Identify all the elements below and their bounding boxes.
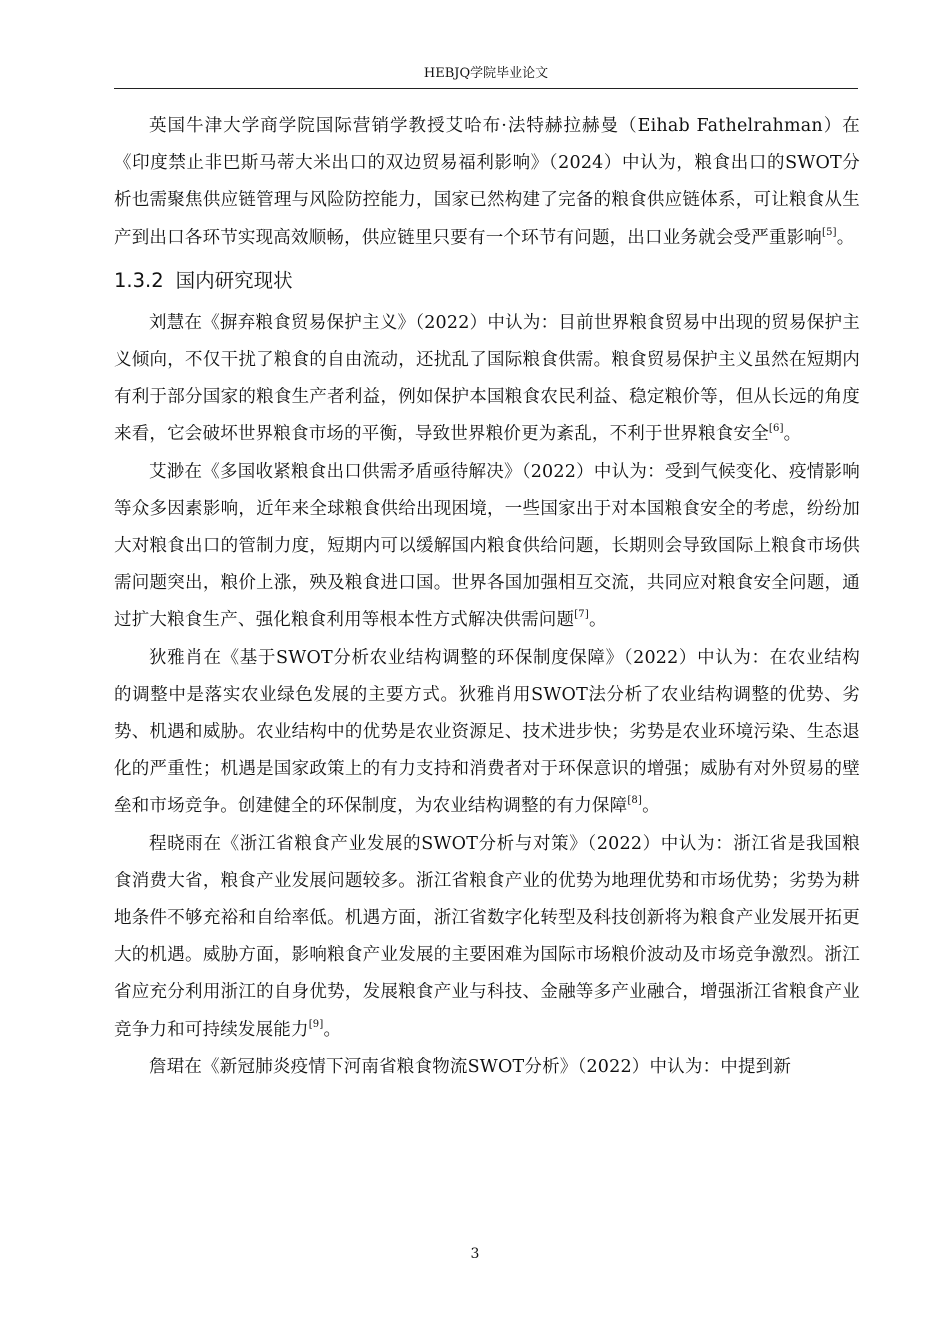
paragraph-tail: 。: [783, 424, 802, 445]
paragraph-liuhui: [114, 305, 860, 454]
section-title: 国内研究现状: [175, 268, 293, 292]
page-footer: [0, 1246, 950, 1262]
section-number: 1.3.2: [114, 268, 164, 292]
page-number: 3: [470, 1246, 480, 1262]
citation-ref: [7]: [574, 609, 589, 621]
paragraph-text: 詹珺在《新冠肺炎疫情下河南省粮食物流SWOT分析》（2022）中认为：中提到新: [149, 1056, 792, 1077]
page-body: [114, 108, 860, 1086]
citation-ref: [9]: [308, 1018, 324, 1030]
paragraph-text: 艾渺在《多国收紧粮食出口供需矛盾亟待解决》（2022）中认为：受到气候变化、疫情影响等众多因素影响，近年来全球粮食供给出现困境，一些国家出于对本国粮食安全的考虑，纷纷加大对粮食出口的管制力度，短期内可以缓解国内粮食供给问题，长期则会导致国际上粮食市场供需问题突出，粮价上涨，殃及粮食进口国。世界各国加强相互交流，共同应对粮食安全问题，通过扩大粮食生产、强化粮食利用等根本性方式解决供需问题: [114, 461, 860, 631]
paragraph-zhanjun: [114, 1049, 860, 1086]
paragraph-text: 英国牛津大学商学院国际营销学教授艾哈布·法特赫拉赫曼（Eihab Fathelrahman）在《印度禁止非巴斯马蒂大米出口的双边贸易福利影响》（2024）中认为，粮食出口的SWOT分析也需聚焦供应链管理与风险防控能力，国家已然构建了完备的粮食供应链体系，可让粮食从生产到出口各环节实现高效顺畅，供应链里只要有一个环节有问题，出口业务就会受严重影响: [114, 116, 860, 248]
paragraph-chengxiaoyu: [114, 826, 860, 1049]
header-title: HEBJQ学院毕业论文: [423, 66, 549, 81]
citation-ref: [8]: [627, 795, 643, 807]
citation-ref: [5]: [822, 226, 837, 238]
paragraph-aimiao: [114, 454, 860, 640]
paragraph-text: 刘慧在《摒弃粮食贸易保护主义》（2022）中认为：目前世界粮食贸易中出现的贸易保护主义倾向，不仅干扰了粮食的自由流动，还扰乱了国际粮食供需。粮食贸易保护主义虽然在短期内有利于部分国家的粮食生产者利益，例如保护本国粮食农民利益、稳定粮价等，但从长远的角度来看，它会破坏世界粮食市场的平衡，导致世界粮价更为紊乱，不利于世界粮食安全: [114, 312, 860, 445]
paragraph-fathelrahman: [114, 108, 860, 257]
paragraph-tail: 。: [642, 796, 660, 817]
paragraph-text: 程晓雨在《浙江省粮食产业发展的SWOT分析与对策》（2022）中认为：浙江省是我国粮食消费大省，粮食产业发展问题较多。浙江省粮食产业的优势为地理优势和市场优势；劣势为耕地条件不够充裕和自给率低。机遇方面，浙江省数字化转型及科技创新将为粮食产业发展开拓更大的机遇。威胁方面，影响粮食产业发展的主要困难为国际市场粮价波动及市场竞争激烈。浙江省应充分利用浙江的自身优势，发展粮食产业与科技、金融等多产业融合，增强浙江省粮食产业竞争力和可持续发展能力: [114, 833, 860, 1040]
paragraph-text: 狄雅肖在《基于SWOT分析农业结构调整的环保制度保障》（2022）中认为：在农业结构的调整中是落实农业绿色发展的主要方式。狄雅肖用SWOT法分析了农业结构调整的优势、劣势、机遇和威胁。农业结构中的优势是农业资源足、技术进步快；劣势是农业环境污染、生态退化的严重性；机遇是国家政策上的有力支持和消费者对于环保意识的增强；威胁有对外贸易的壁垒和市场竞争。创建健全的环保制度，为农业结构调整的有力保障: [114, 647, 860, 817]
page-header: [114, 64, 858, 89]
section-heading: [114, 266, 860, 296]
paragraph-tail: 。: [588, 610, 607, 631]
paragraph-diyaxiao: [114, 640, 860, 826]
citation-ref: [6]: [768, 423, 784, 435]
paragraph-tail: 。: [836, 227, 855, 248]
paragraph-tail: 。: [323, 1019, 342, 1040]
